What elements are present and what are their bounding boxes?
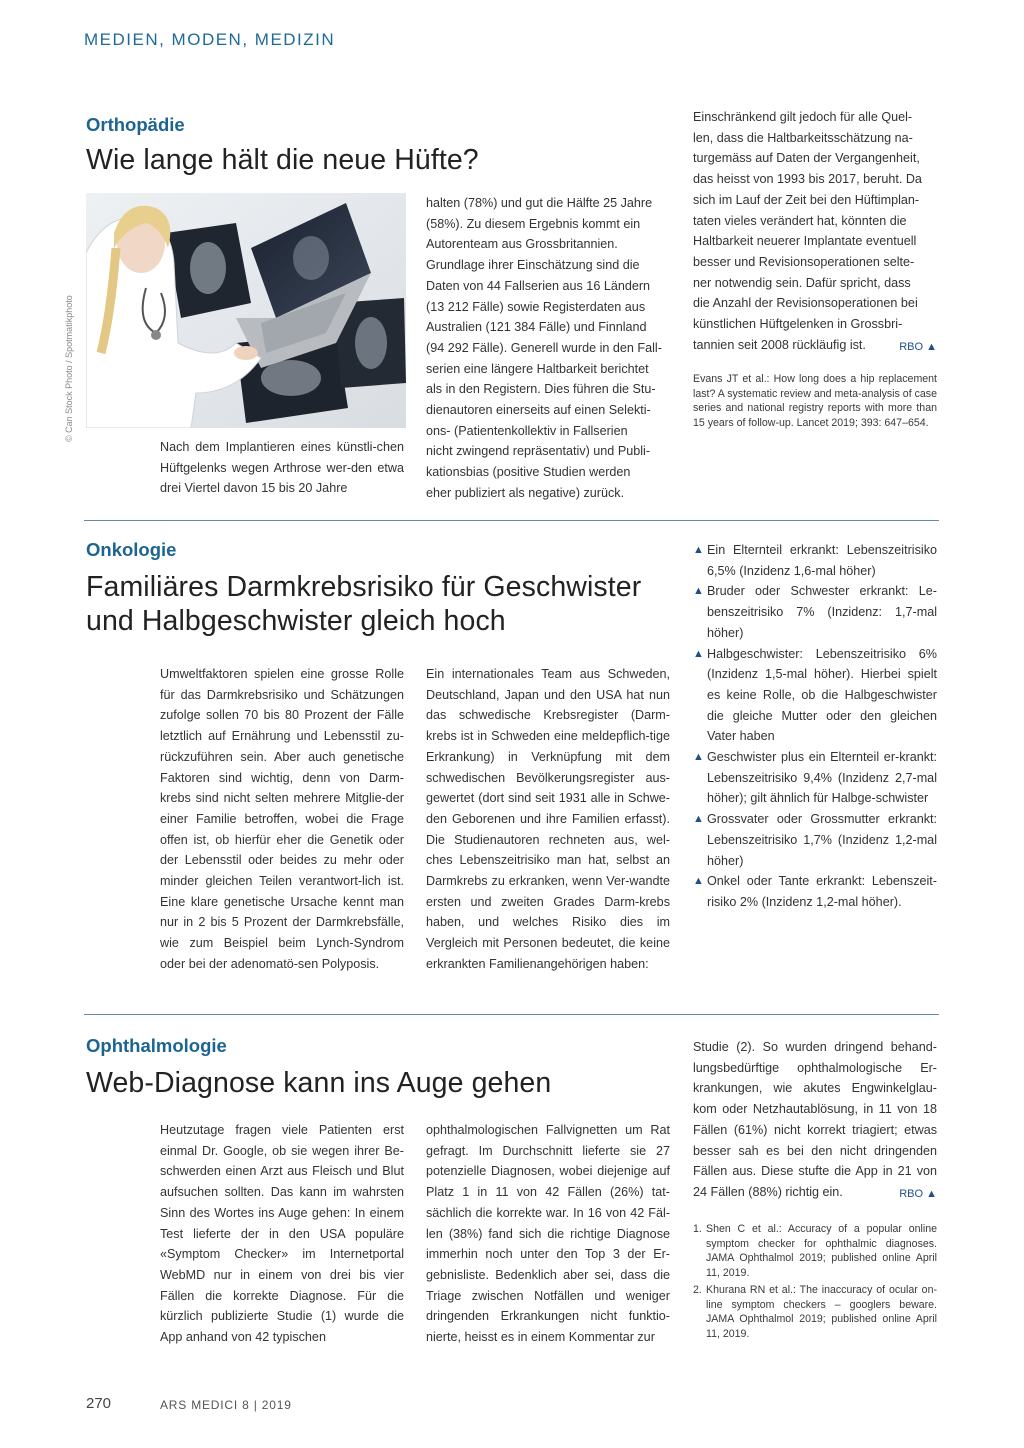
- article-title-huefte: Wie lange hält die neue Hüfte?: [86, 144, 479, 176]
- triangle-bullet-icon: ▲: [693, 585, 704, 598]
- page-number: 270: [86, 1395, 112, 1412]
- author-signature: RBO ▲: [899, 1187, 937, 1200]
- text-line: eher publiziert als negative) zurück.: [426, 485, 625, 500]
- text-line: turgemäss auf Daten der Vergangenheit,: [693, 151, 920, 166]
- text-line: Einschränkend gilt jedoch für alle Quel-: [693, 110, 913, 124]
- photo-credit: © Can Stock Photo / Spotmatikphoto: [64, 295, 74, 442]
- author-signature: RBO ▲: [899, 340, 937, 353]
- article-title-webdiagnose: Web-Diagnose kann ins Auge gehen: [86, 1067, 552, 1099]
- text-line: die Anzahl der Revisionsoperationen bei: [693, 296, 918, 311]
- text-line: sich im Lauf der Zeit bei den Hüftimplan-: [693, 192, 920, 207]
- text-line: künstlichen Hüftgelenken in Grossbri-: [693, 317, 903, 332]
- darmkrebs-column-2: Ein internationales Team aus Schweden, Deutschland, Japan und den USA hat nun das schwedische Krebsregister (Darm-krebs ist in Schweden eine meldepflich-tige Erkrankung) in Verknüpfung mit dem schwedischen Bevölkerungsregister aus-gewertet (dort sind seit 1931 alle in Schwe-den Geborenen und ihre Familien erfasst). Die Studienautoren rechneten aus, wel-ches Lebenszeitrisiko man hat, selbst an Darmkrebs zu erkranken, wenn Ver-wandte ersten und zweiten Grades Darm-krebs haben, und welches Risiko dies im Vergleich mit Personen bedeutet, die keine erkrankten Familienangehörigen haben:: [426, 667, 670, 971]
- text-line: RBO ▲ tannien seit 2008 rückläufig ist.: [693, 335, 937, 356]
- category-orthopaedie: Orthopädie: [86, 114, 185, 135]
- text-line: Grundlage ihrer Einschätzung sind die: [426, 258, 640, 273]
- category-onkologie: Onkologie: [86, 539, 177, 560]
- article-title-darmkrebs: Familiäres Darmkrebsrisiko für Geschwister und Halbgeschwister gleich hoch: [86, 571, 642, 637]
- text-line: taten vieles verändert hat, könnten die: [693, 213, 907, 228]
- text-line: dienautoren einerseits auf einen Selekti-: [426, 403, 651, 418]
- text-line: (58%). Zu diesem Ergebnis kommt ein: [426, 216, 641, 231]
- text-line: (94 292 Fälle). Generell wurde in den Fall-: [426, 340, 662, 355]
- risk-list: [693, 540, 937, 913]
- text-line: kationsbias (positive Studien werden: [426, 465, 631, 480]
- section-divider: [84, 520, 939, 521]
- webdiagnose-references: [693, 1222, 937, 1344]
- doctor-xray-photo: [86, 193, 406, 428]
- text-line: als in den Registern. Dies führen die Stu-: [426, 382, 656, 397]
- huefte-column-3: [693, 107, 937, 357]
- text-line: serien eine längere Haltbarkeit berichtet: [426, 361, 649, 376]
- list-item: ▲ Geschwister plus ein Elternteil er-krankt: Lebenszeitrisiko 9,4% (Inzidenz 2,7-mal höher); gilt ähnlich für Halbge-schwister: [693, 747, 937, 809]
- text-line: das heisst von 1993 bis 2017, beruht. Da: [693, 172, 922, 187]
- huefte-column-2: [426, 193, 670, 504]
- triangle-bullet-icon: ▲: [693, 813, 704, 826]
- reference-item: 2. Khurana RN et al.: The inaccuracy of ocular on-line symptom checkers – googlers beware. JAMA Ophthalmol 2019; published online April 11, 2019.: [693, 1283, 937, 1340]
- list-item: ▲ Halbgeschwister: Lebenszeitrisiko 6% (Inzidenz 1,5-mal höher). Hierbei spielt es keine Rolle, ob die Halbgeschwister die gleiche Mutter oder den gleichen Vater haben: [693, 644, 937, 748]
- text-line: (13 212 Fälle) sowie Registerdaten aus: [426, 299, 646, 314]
- huefte-column-1: Nach dem Implantieren eines künstli-chen Hüftgelenks wegen Arthrose wer-den etwa drei Viertel davon 15 bis 20 Jahre: [160, 440, 404, 496]
- running-header: MEDIEN, MODEN, MEDIZIN: [84, 30, 336, 49]
- text-line: ons- (Patientenkollektiv in Fallserien: [426, 423, 628, 438]
- reference-item: 1. Shen C et al.: Accuracy of a popular online symptom checker for ophthalmic diagnoses. JAMA Ophthalmol 2019; published online April 11, 2019.: [693, 1223, 937, 1280]
- huefte-reference: Evans JT et al.: How long does a hip replacement last? A systematic review and meta-analysis of case series and national registry reports with more than 15 years of follow-up. Lancet 2019; 393: 647–654.: [693, 373, 937, 430]
- list-item: ▲ Onkel oder Tante erkrankt: Lebenszeit-risiko 2% (Inzidenz 1,2-mal höher).: [693, 871, 937, 912]
- text-line: halten (78%) und gut die Hälfte 25 Jahre: [426, 196, 653, 210]
- webdiagnose-column-2: ophthalmologischen Fallvignetten um Rat gefragt. Im Durchschnitt lieferte sie 27 potenzielle Diagnosen, wobei diejenige auf Platz 1 in 11 von 42 Fällen (26%) tat-sächlich die korrekte war. In 16 von 42 Fäl-len (38%) fand sich die richtige Diagnose immerhin noch unter den Top 3 der Er-gebnisliste. Bedenklich aber sei, dass die Triage zwischen Notfällen und weniger dringenden Erkrankungen nicht funktio-nierte, heisst es in einem Kommentar zur: [426, 1123, 670, 1345]
- text-line: besser und Revisionsoperationen selte-: [693, 254, 915, 269]
- text-line: Daten von 44 Fallserien aus 16 Ländern: [426, 278, 651, 293]
- triangle-bullet-icon: ▲: [693, 875, 704, 888]
- magazine-issue: ARS MEDICI 8 | 2019: [160, 1398, 292, 1412]
- triangle-bullet-icon: ▲: [693, 647, 704, 660]
- list-item: ▲ Bruder oder Schwester erkrankt: Le-benszeitrisiko 7% (Inzidenz: 1,7-mal höher): [693, 581, 937, 643]
- text-line: nicht zwingend repräsentativ) und Publi-: [426, 444, 651, 459]
- list-item: ▲ Ein Elternteil erkrankt: Lebenszeitrisiko 6,5% (Inzidenz 1,6-mal höher): [693, 540, 937, 581]
- text-line: len, dass die Haltbarkeitsschätzung na-: [693, 130, 913, 145]
- webdiagnose-column-1: Heutzutage fragen viele Patienten erst einmal Dr. Google, ob sie wegen ihrer Be-schwerden einen Arzt aus Fleisch und Blut aufsuchen sollten. Das kann im wahrsten Sinn des Wortes ins Auge gehen: In einem Test lieferte der in den USA populäre «Symptom Checker» im Internetportal WebMD nur in einem von drei bis vier Fällen die korrekte Diagnose. Für die kürzlich publizierte Studie (1) wurde die App anhand von 42 typischen: [160, 1123, 404, 1345]
- section-divider: [84, 1014, 939, 1015]
- webdiagnose-column-3: Studie (2). So wurden dringend behand-lungsbedürftige ophthalmologische Er-krankungen, wie akutes Engwinkelglau-kom oder Netzhautablösung, in 11 von 18 Fällen (61%) nicht korrekt triagiert; etwas besser sah es bei den nicht dringenden Fällen aus. Diese stufte die App in 21 von 24 Fällen (88%) richtig ein. RBO ▲: [693, 1037, 937, 1205]
- text-line: Autorenteam aus Grossbritannien.: [426, 237, 618, 252]
- category-ophthalmologie: Ophthalmologie: [86, 1035, 227, 1056]
- darmkrebs-column-1: Umweltfaktoren spielen eine grosse Rolle für das Darmkrebsrisiko und Schätzungen zufolge sollen 70 bis 80 Prozent der Fälle letztlich auf Ernährung und Lebensstil zu-rückzuführen sein. Aber auch genetische Faktoren sind wichtig, denn von Darm-krebs sind nicht selten mehrere Mitglie-der einer Familie betroffen, wobei die Frage offen ist, ob hierfür eher die Genetik oder der Lebensstil oder beides zu mehr oder minder gleichen Teilen verantwort-lich ist. Eine klare genetische Ursache kennt man nur in 2 bis 5 Prozent der Darmkrebsfälle, wie zum Beispiel beim Lynch-Syndrom oder bei der adenomatö-sen Polyposis.: [160, 667, 404, 971]
- list-item: ▲ Grossvater oder Grossmutter erkrankt: Lebenszeitrisiko 1,7% (Inzidenz 1,2-mal höher): [693, 809, 937, 871]
- text-line: Australien (121 384 Fälle) und Finnland: [426, 320, 647, 335]
- text-line: ner notwendig sein. Dafür spricht, dass: [693, 275, 911, 290]
- triangle-bullet-icon: ▲: [693, 544, 704, 556]
- text-line: Haltbarkeit neuerer Implantate eventuell: [693, 234, 917, 249]
- triangle-bullet-icon: ▲: [693, 751, 704, 764]
